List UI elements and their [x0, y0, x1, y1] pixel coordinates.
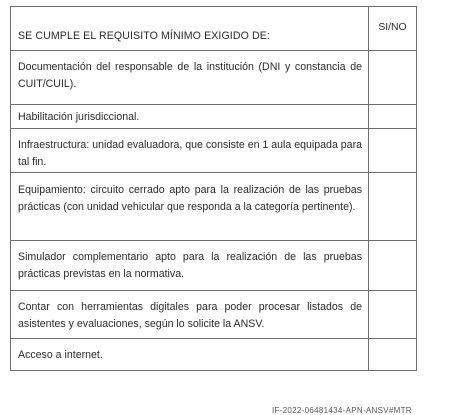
answer-value [369, 105, 416, 109]
requirement-cell [11, 105, 369, 129]
requirement-cell [11, 339, 369, 371]
answer-cell [369, 291, 417, 339]
requirements-checklist-table [10, 6, 417, 371]
answer-cell [369, 51, 417, 105]
answer-value [369, 51, 416, 59]
answer-cell [369, 105, 417, 129]
requirement-text: Equipamiento: circuito cerrado apto para la realización de las pruebas prácticas (con unidad vehicular que responda a la categoría pertinente). [18, 184, 362, 213]
table-header-row [11, 7, 417, 51]
answer-cell [369, 129, 417, 173]
requirement-header-text: SE CUMPLE EL REQUISITO MÍNIMO EXIGIDO DE: [18, 30, 270, 42]
requirement-cell [11, 241, 369, 291]
answer-value [369, 291, 416, 299]
table-row [11, 129, 417, 173]
table-row [11, 291, 417, 339]
answer-cell [369, 339, 417, 371]
requirement-cell [11, 51, 369, 105]
table-row [11, 173, 417, 241]
requirement-cell [11, 129, 369, 173]
table-row [11, 339, 417, 371]
table-row [11, 105, 417, 129]
document-reference-code: IF-2022-06481434-APN-ANSV#MTR [272, 406, 412, 415]
requirement-text: Habilitación jurisdiccional. [18, 111, 140, 123]
answer-value [369, 241, 416, 249]
answer-header-text: SI/NO [378, 22, 407, 33]
answer-column-header [369, 7, 417, 51]
answer-value [369, 339, 416, 347]
requirement-text: Documentación del responsable de la institución (DNI y constancia de CUIT/CUIL). [18, 61, 362, 90]
requirement-text: Infraestructura: unidad evaluadora, que consiste en 1 aula equipada para tal fin. [18, 139, 362, 168]
requirement-text: Simulador complementario apto para la realización de las pruebas prácticas previstas en la normativa. [18, 251, 362, 280]
requirement-text: Acceso a internet. [18, 349, 103, 361]
answer-value [369, 173, 416, 182]
answer-cell [369, 241, 417, 291]
table-row [11, 241, 417, 291]
requirement-cell [11, 173, 369, 241]
requirement-column-header [11, 7, 369, 51]
requirement-cell [11, 291, 369, 339]
table-row [11, 51, 417, 105]
answer-cell [369, 173, 417, 241]
requirement-text: Contar con herramientas digitales para poder procesar listados de asistentes y evaluaciones, según lo solicite la ANSV. [18, 301, 362, 330]
answer-value [369, 129, 416, 137]
